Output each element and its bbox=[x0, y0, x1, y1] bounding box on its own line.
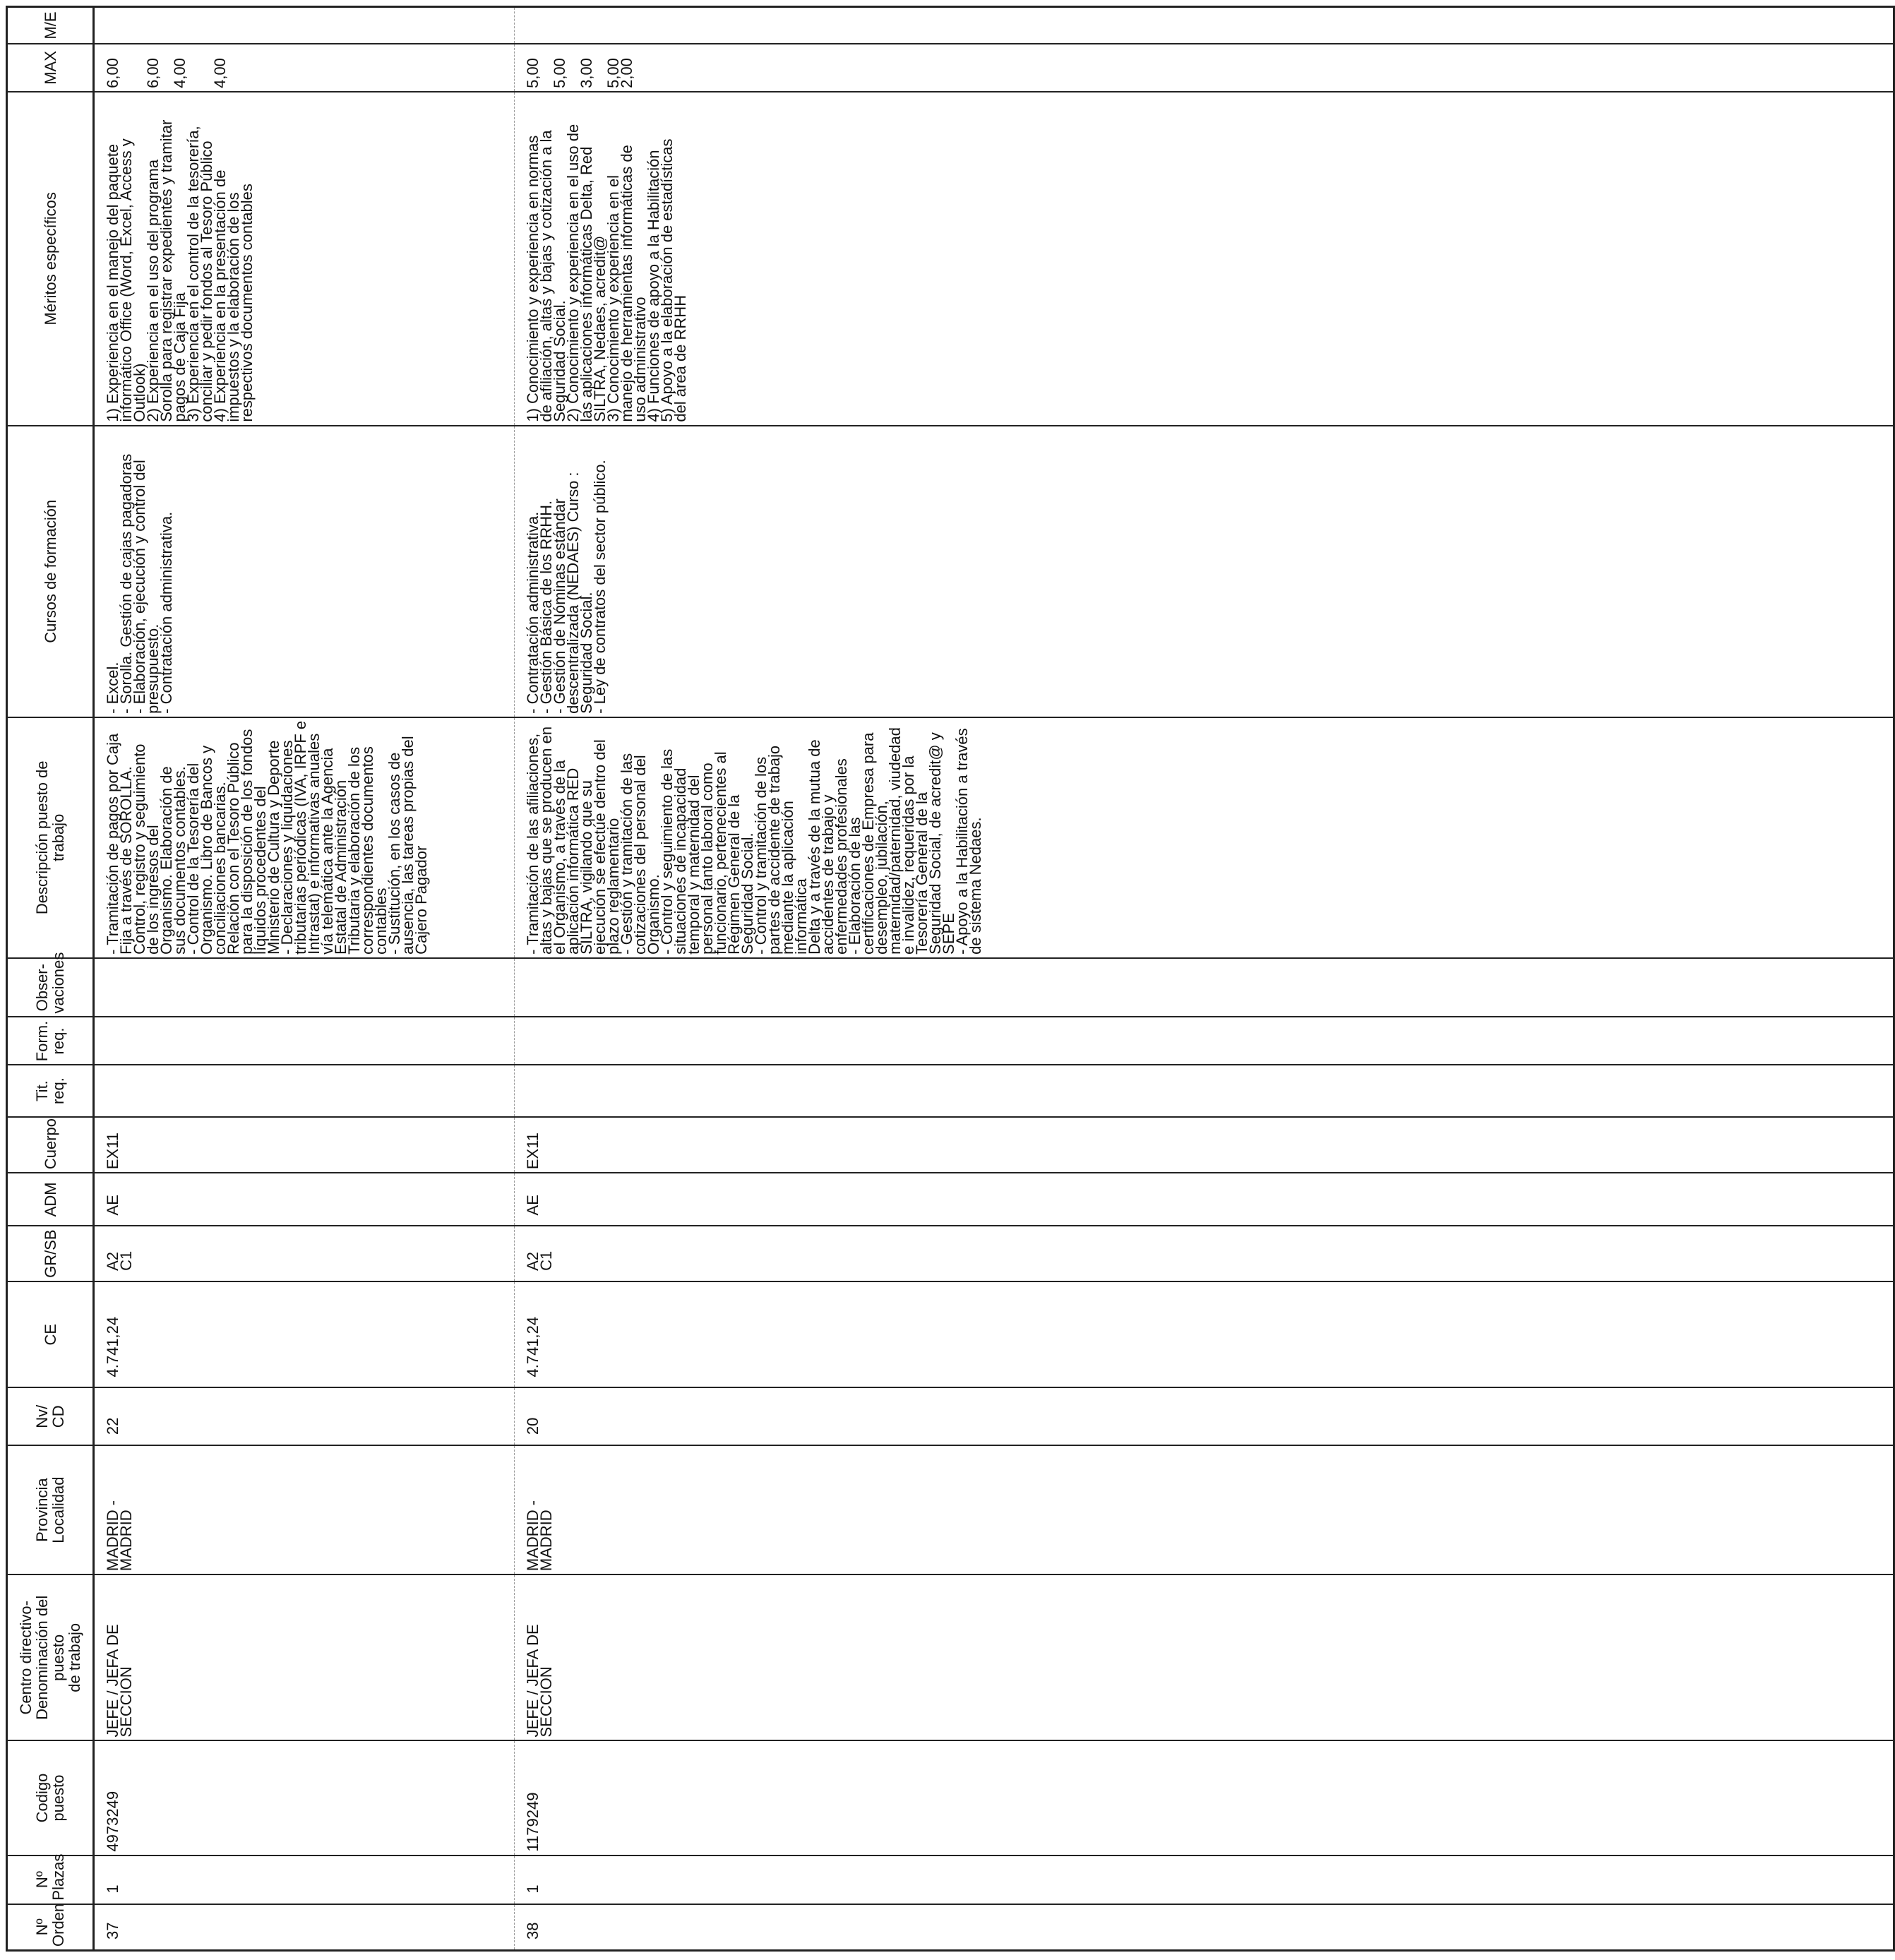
header-row bbox=[7, 7, 94, 1951]
empty-cell bbox=[982, 717, 1894, 958]
header-cuerpo: Cuerpo bbox=[7, 1117, 94, 1173]
cell-plazas: 1 bbox=[94, 1856, 515, 1904]
cell-provincia: MADRID - MADRID bbox=[515, 1445, 983, 1574]
header-nivel: Nv/ CD bbox=[7, 1388, 94, 1446]
cell-formacion bbox=[515, 1017, 983, 1065]
cell-meritos: 1) Conocimiento y experiencia en normas de afiliación, altas y bajas y cotización a la Seguridad Social. 2) Conocimiento y experiencia en el uso de las aplicaciones informáticas Delta, Red SILTRA, Nedaes, acredit@ 3) Conocimiento y experiencia en el manejo de herramientas informáticas de uso administrativo 4) Funciones de apoyo a la Habilitación 5) Apoyo a la elaboración de estadísticas del área de RRHH bbox=[515, 92, 983, 426]
cell-centro: JEFE / JEFA DE SECCION bbox=[94, 1574, 515, 1740]
table-empty-area bbox=[982, 7, 1894, 1951]
cell-cursos: - Contratación administrativa. - Gestión Básica de los RRHH. - Gestión de Nóminas estándar descentralizada (NEDAES) Curso : Seguridad Social. - Ley de contratos del sector público. bbox=[515, 426, 983, 717]
empty-cell bbox=[982, 1740, 1894, 1855]
empty-cell bbox=[982, 426, 1894, 717]
empty-cell bbox=[982, 1226, 1894, 1281]
header-max: MAX bbox=[7, 44, 94, 92]
cell-nivel: 22 bbox=[94, 1388, 515, 1446]
empty-cell bbox=[982, 958, 1894, 1017]
empty-cell bbox=[982, 1388, 1894, 1446]
header-ce: CE bbox=[7, 1281, 94, 1388]
header-orden: Nº Orden bbox=[7, 1904, 94, 1951]
cell-grupo: A2 C1 bbox=[515, 1226, 983, 1281]
job-positions-table bbox=[6, 6, 1895, 1952]
header-me: M/E bbox=[7, 7, 94, 44]
header-provincia: Provincia Localidad bbox=[7, 1445, 94, 1574]
header-meritos: Méritos específicos bbox=[7, 92, 94, 426]
header-adm: ADM bbox=[7, 1173, 94, 1226]
empty-cell bbox=[982, 1445, 1894, 1574]
cell-me bbox=[515, 7, 983, 44]
cell-nivel: 20 bbox=[515, 1388, 983, 1446]
empty-cell bbox=[982, 1173, 1894, 1226]
header-codigo: Codigo puesto bbox=[7, 1740, 94, 1855]
cell-descripcion: - Tramitación de pagos por Caja Fija a través de SOROLLA. Control, registro y seguimiento de los ingresos del Organismo. Elaboración de sus documentos contables. - Control de la Tesorería del Organismo. Libro de Bancos y conciliaciones bancarias. Relación con el Tesoro Público para la disposición de los fondos líquidos procedentes del Ministerio de Cultura y Deporte - Declaraciones y liquidaciones tributarias periódicas (IVA, IRPF e Intrastat) e informativas anuales vía telemática ante la Agencia Estatal de Administración Tributaria y elaboración de los correspondientes documentos contables - Sustitución, en los casos de ausencia, las tareas propias del Cajero Pagador bbox=[94, 717, 515, 958]
table-row bbox=[94, 7, 515, 1951]
empty-cell bbox=[982, 1117, 1894, 1173]
header-cursos: Cursos de formación bbox=[7, 426, 94, 717]
cell-cuerpo: EX11 bbox=[94, 1117, 515, 1173]
header-descripcion: Descripción puesto de trabajo bbox=[7, 717, 94, 958]
cell-provincia: MADRID - MADRID bbox=[94, 1445, 515, 1574]
header-observaciones: Obser- vaciones bbox=[7, 958, 94, 1017]
cell-grupo: A2 C1 bbox=[94, 1226, 515, 1281]
cell-observaciones bbox=[515, 958, 983, 1017]
cell-codigo: 1179249 bbox=[515, 1740, 983, 1855]
empty-cell bbox=[982, 1017, 1894, 1065]
header-plazas: Nº Plazas bbox=[7, 1856, 94, 1904]
table-row bbox=[515, 7, 983, 1951]
cell-plazas: 1 bbox=[515, 1856, 983, 1904]
empty-cell bbox=[982, 1856, 1894, 1904]
empty-cell bbox=[982, 1904, 1894, 1951]
header-titulacion: Tit. req. bbox=[7, 1065, 94, 1116]
cell-max: 6,00 6,00 4,00 4,00 bbox=[94, 44, 515, 92]
header-grupo: GR/SB bbox=[7, 1226, 94, 1281]
cell-titulacion bbox=[94, 1065, 515, 1116]
header-formacion: Form. req. bbox=[7, 1017, 94, 1065]
cell-observaciones bbox=[94, 958, 515, 1017]
cell-orden: 38 bbox=[515, 1904, 983, 1951]
empty-cell bbox=[982, 44, 1894, 92]
cell-ce: 4.741,24 bbox=[515, 1281, 983, 1388]
cell-orden: 37 bbox=[94, 1904, 515, 1951]
cell-max: 5,00 5,00 3,00 5,00 2,00 bbox=[515, 44, 983, 92]
cell-ce: 4.741,24 bbox=[94, 1281, 515, 1388]
empty-cell bbox=[982, 92, 1894, 426]
cell-codigo: 4973249 bbox=[94, 1740, 515, 1855]
cell-me bbox=[94, 7, 515, 44]
empty-cell bbox=[982, 7, 1894, 44]
cell-adm: AE bbox=[94, 1173, 515, 1226]
empty-cell bbox=[982, 1065, 1894, 1116]
cell-meritos: 1) Experiencia en el manejo del paquete informático Office (Word, Excel, Access y Outlook) 2) Experiencia en el uso del programa Sorolla para registrar expedientes y tramitar pagos de Caja Fija 3) Experiencia en el control de la tesorería, conciliar y pedir fondos al Tesoro Público 4) Experiencia en la presentación de impuestos y la elaboración de los respectivos documentos contables bbox=[94, 92, 515, 426]
cell-adm: AE bbox=[515, 1173, 983, 1226]
cell-centro: JEFE / JEFA DE SECCION bbox=[515, 1574, 983, 1740]
cell-cursos: - Excel. - Sorolla. Gestión de cajas pagadoras - Elaboración, ejecución y control del presupuesto. - Contratación administrativa. bbox=[94, 426, 515, 717]
cell-titulacion bbox=[515, 1065, 983, 1116]
cell-formacion bbox=[94, 1017, 515, 1065]
cell-descripcion: - Tramitación de las afiliaciones, altas y bajas que se producen en el Organismo, a través de la aplicación informática RED SILTRA, vigilando que su ejecución se efectúe dentro del plazo reglamentario - Gestión y tramitación de las cotizaciones del personal del Organismo. - Control y seguimiento de las situaciones de incapacidad temporal y maternidad del personal tanto laboral como funcionario, pertenecientes al Régimen General de la Seguridad Social. - Control y tramitación de los partes de accidente de trabajo mediante la aplicación informática Delta y a través de la mutua de accidentes de trabajo y enfermedades profesionales - Elaboración de las certificaciones de Empresa para desempleo, jubilación, maternidad/paternidad, viudedad e invalidez, requeridas por la Tesorería General de la Seguridad Social, de acredit@ y SEPE - Apoyo a la Habilitación a través de sistema Nedaes. bbox=[515, 717, 983, 958]
empty-cell bbox=[982, 1574, 1894, 1740]
empty-cell bbox=[982, 1281, 1894, 1388]
header-centro: Centro directivo- Denominación del puesto de trabajo bbox=[7, 1574, 94, 1740]
cell-cuerpo: EX11 bbox=[515, 1117, 983, 1173]
